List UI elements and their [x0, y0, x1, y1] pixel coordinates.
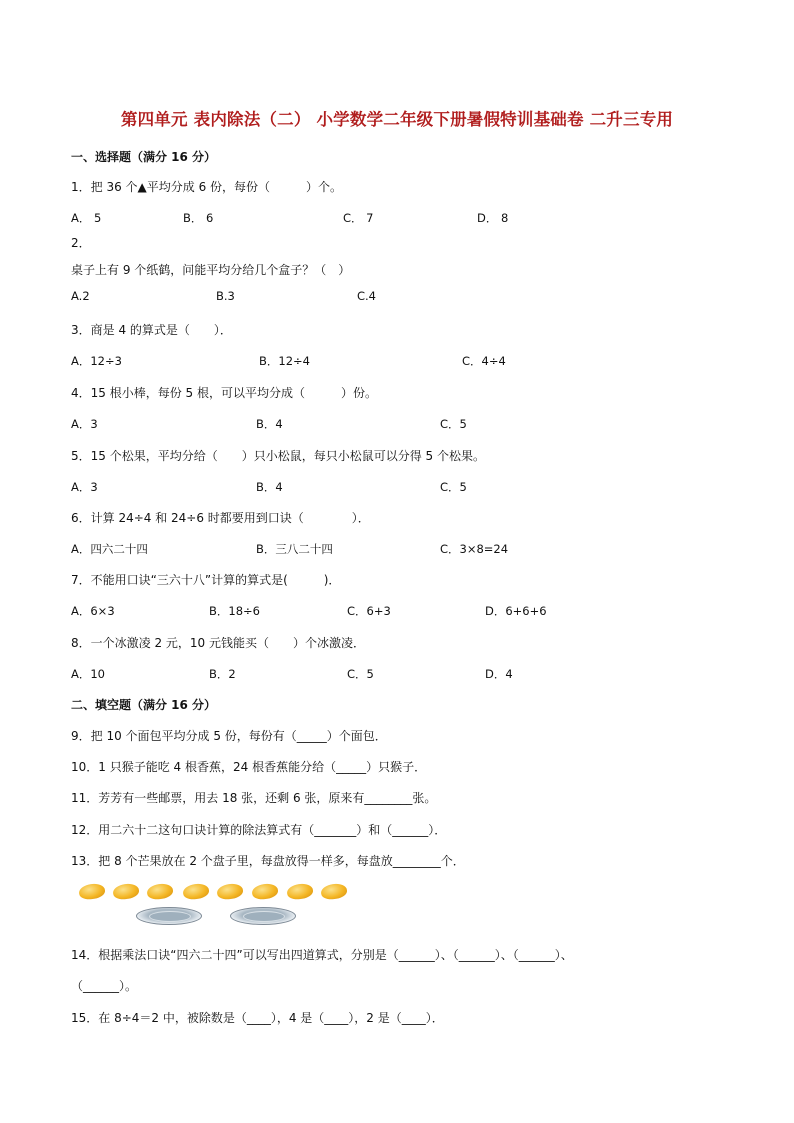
q7-option-d[interactable]: D．6+6+6	[485, 604, 547, 618]
q6-option-b[interactable]: B．三八二十四	[256, 542, 333, 556]
mango-icon	[78, 882, 106, 900]
q6-option-c[interactable]: C．3×8=24	[440, 542, 509, 556]
mango-icon	[286, 882, 314, 900]
mango-icon	[112, 882, 140, 900]
q2-option-a[interactable]: A.2	[71, 289, 90, 303]
mango-icon	[146, 882, 174, 900]
q8-option-b[interactable]: B．2	[209, 667, 236, 681]
question-4: 4．15 根小棒，每份 5 根，可以平均分成（ ）份。	[71, 386, 377, 400]
q8-option-d[interactable]: D．4	[485, 667, 513, 681]
question-8: 8．一个冰激凌 2 元，10 元钱能买（ ）个冰激凌．	[71, 636, 365, 650]
q1-option-b[interactable]: B． 6	[183, 211, 214, 225]
mango-icon	[216, 882, 244, 900]
q1-option-a[interactable]: A． 5	[71, 211, 102, 225]
question-15: 15．在 8÷4＝2 中，被除数是（____），4 是（____），2 是（____）．	[71, 1011, 444, 1025]
q7-option-b[interactable]: B．18÷6	[209, 604, 260, 618]
q4-option-a[interactable]: A．3	[71, 417, 98, 431]
question-1: 1．把 36 个▲平均分成 6 份，每份（ ）个。	[71, 180, 343, 194]
q3-option-c[interactable]: C．4÷4	[462, 354, 506, 368]
plate-icon	[230, 907, 296, 925]
q8-option-c[interactable]: C．5	[347, 667, 374, 681]
question-6: 6．计算 24÷4 和 24÷6 时都要用到口诀（ ）．	[71, 511, 370, 525]
page-title: 第四单元 表内除法（二） 小学数学二年级下册暑假特训基础卷 二升三专用	[120, 110, 674, 129]
q5-option-b[interactable]: B．4	[256, 480, 283, 494]
question-2: 桌子上有 9 个纸鹤，问能平均分给几个盒子？（ ）	[71, 263, 351, 277]
question-7: 7．不能用口诀“三六十八”计算的算式是( )．	[71, 573, 341, 587]
question-14: 14．根据乘法口诀“四六二十四”可以写出四道算式，分别是（______）、（______）、（______）、	[71, 948, 573, 962]
mango-icon	[251, 882, 279, 900]
q7-option-c[interactable]: C．6+3	[347, 604, 391, 618]
section-heading-fill: 二、填空题（满分 16 分）	[71, 698, 217, 712]
question-9: 9．把 10 个面包平均分成 5 份，每份有（_____）个面包．	[71, 729, 387, 743]
section-heading-choice: 一、选择题（满分 16 分）	[71, 150, 217, 164]
question-11: 11．芳芳有一些邮票，用去 18 张，还剩 6 张，原来有________张。	[71, 791, 437, 805]
question-10: 10．1 只猴子能吃 4 根香蕉，24 根香蕉能分给（_____）只猴子．	[71, 760, 427, 774]
q5-option-c[interactable]: C．5	[440, 480, 467, 494]
question-12: 12．用二六十二这句口诀计算的除法算式有（_______）和（______）．	[71, 823, 447, 837]
q2-option-c[interactable]: C.4	[357, 289, 377, 303]
q4-option-c[interactable]: C．5	[440, 417, 467, 431]
q1-option-d[interactable]: D． 8	[477, 211, 509, 225]
q4-option-b[interactable]: B．4	[256, 417, 283, 431]
question-3: 3．商是 4 的算式是（ ）．	[71, 323, 232, 337]
question-14-continued: （______）。	[71, 979, 138, 993]
q2-option-b[interactable]: B.3	[216, 289, 235, 303]
mango-icon	[182, 882, 210, 900]
q7-option-a[interactable]: A．6×3	[71, 604, 115, 618]
q8-option-a[interactable]: A．10	[71, 667, 106, 681]
question-5: 5．15 个松果，平均分给（ ）只小松鼠，每只小松鼠可以分得 5 个松果。	[71, 449, 485, 463]
q5-option-a[interactable]: A．3	[71, 480, 98, 494]
q3-option-b[interactable]: B．12÷4	[259, 354, 310, 368]
mango-icon	[320, 882, 348, 900]
q3-option-a[interactable]: A．12÷3	[71, 354, 122, 368]
question-13: 13．把 8 个芒果放在 2 个盘子里，每盘放得一样多，每盘放________个．	[71, 854, 465, 868]
question-2-number: 2．	[71, 236, 91, 250]
q1-option-c[interactable]: C． 7	[343, 211, 374, 225]
q6-option-a[interactable]: A．四六二十四	[71, 542, 148, 556]
plate-icon	[136, 907, 202, 925]
